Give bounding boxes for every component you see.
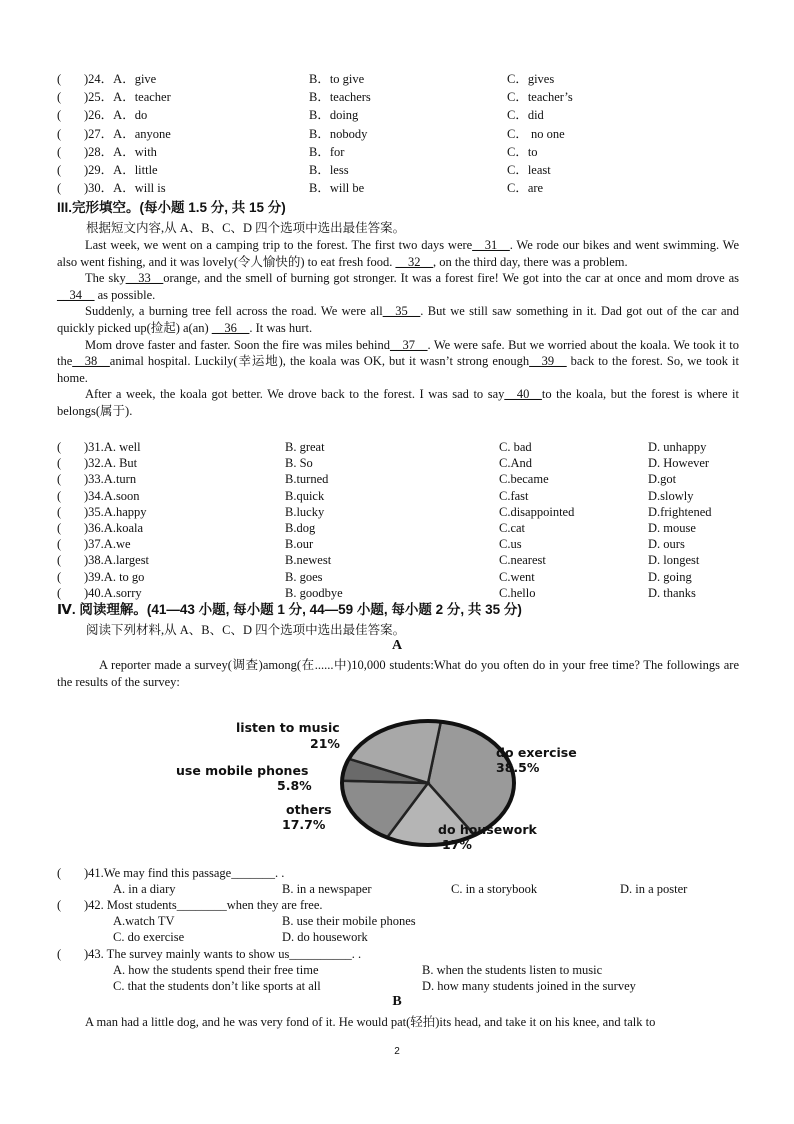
q35-option-b[interactable]: B.lucky — [285, 504, 325, 519]
q43-option-c[interactable]: C. that the students don’t like sports at all — [113, 979, 321, 993]
q39-option-b[interactable]: B. goes — [285, 569, 323, 584]
q40-bracket: ( — [57, 585, 62, 600]
q24-bracket: ( — [57, 72, 62, 86]
q40-option-d[interactable]: D. thanks — [648, 585, 696, 600]
q33-option-c[interactable]: C.became — [499, 472, 549, 487]
q25-option-a[interactable]: )25．A．teacher — [84, 90, 171, 105]
q38-option-d[interactable]: D. longest — [648, 553, 700, 568]
pct-listen-to-music: 21% — [310, 736, 340, 751]
label-do-housework: do housework — [438, 822, 537, 837]
q39-bracket: ( — [57, 569, 62, 584]
label-use-mobile-phones: use mobile phones — [176, 763, 309, 778]
q33-option-a[interactable]: )33.A.turn — [84, 472, 137, 487]
q32-bracket: ( — [57, 456, 62, 471]
q34-option-c[interactable]: C.fast — [499, 488, 529, 503]
q26-option-c[interactable]: C．did — [507, 108, 544, 123]
q28-option-b[interactable]: B．for — [309, 144, 345, 159]
q37-option-a[interactable]: )37.A.we — [84, 537, 131, 552]
q42-stem: )42. Most students________when they are free. — [84, 898, 323, 912]
q30-option-b[interactable]: B．will be — [309, 181, 365, 196]
section-3-instruction: 根据短文内容,从 A、B、C、D 四个选项中选出最佳答案。 — [86, 221, 406, 235]
blank-32: __32__ — [395, 254, 433, 269]
q40-option-c[interactable]: C.hello — [499, 585, 536, 600]
q33-option-d[interactable]: D.got — [648, 472, 677, 487]
q37-option-b[interactable]: B.our — [285, 537, 314, 552]
blank-40: __40__ — [504, 387, 542, 402]
q32-option-c[interactable]: C.And — [499, 456, 532, 471]
blank-36: __36__ — [211, 320, 250, 335]
passage-a-label: A — [391, 638, 403, 653]
q29-option-b[interactable]: B．less — [309, 163, 349, 177]
q31-option-b[interactable]: B. great — [285, 440, 325, 454]
blank-39: __39__ — [529, 354, 567, 369]
q42-option-d[interactable]: D. do housework — [282, 930, 368, 944]
cloze-paragraph-5: After a week, the koala got better. We drove back to the forest. I was sad to say__40__to the koala, but the forest is where it belongs(属于). — [57, 387, 740, 418]
q35-option-c[interactable]: C.disappointed — [499, 504, 575, 519]
q29-option-c[interactable]: C．least — [507, 163, 551, 177]
q41-option-c[interactable]: C. in a storybook — [451, 882, 538, 896]
q24-option-a[interactable]: )24．A．give — [84, 72, 157, 86]
q24-option-c[interactable]: C．gives — [507, 72, 555, 86]
q30-bracket: ( — [57, 181, 62, 196]
q42-option-b[interactable]: B. use their mobile phones — [282, 914, 416, 928]
q36-bracket: ( — [57, 521, 62, 535]
q41-option-d[interactable]: D. in a poster — [620, 882, 688, 896]
q33-bracket: ( — [57, 472, 62, 487]
q36-option-a[interactable]: )36.A.koala — [84, 521, 144, 535]
q26-option-a[interactable]: )26．A．do — [84, 108, 148, 123]
q35-option-a[interactable]: )35.A.happy — [84, 504, 147, 519]
q30-option-a[interactable]: )30．A．will is — [84, 181, 166, 196]
q31-bracket: ( — [57, 440, 62, 454]
label-do-exercise: do exercise — [496, 745, 577, 760]
pct-use-mobile-phones: 5.8% — [277, 778, 312, 793]
q31-option-a[interactable]: )31.A. well — [84, 440, 141, 454]
q37-bracket: ( — [57, 537, 62, 552]
q29-bracket: ( — [57, 163, 62, 177]
cloze-paragraph-3: Suddenly, a burning tree fell across the road. We were all__35__. But we still saw something in it. Dad got out of the car and quickly picked up(捡起) a(an) __36__. It was hurt. — [57, 304, 740, 335]
blank-33: __33__ — [125, 271, 164, 286]
q38-option-c[interactable]: C.nearest — [499, 553, 546, 568]
pct-do-exercise: 38.5% — [496, 760, 540, 775]
q42-option-a[interactable]: A.watch TV — [113, 914, 175, 928]
q41-bracket: ( — [57, 866, 62, 880]
q34-option-d[interactable]: D.slowly — [648, 488, 694, 503]
q36-option-b[interactable]: B.dog — [285, 521, 316, 535]
q27-bracket: ( — [57, 126, 62, 141]
q36-option-d[interactable]: D. mouse — [648, 521, 696, 535]
q41-stem: )41.We may find this passage_______. . — [84, 866, 285, 880]
q29-option-a[interactable]: )29．A．little — [84, 163, 158, 177]
q42-option-c[interactable]: C. do exercise — [113, 930, 185, 944]
q25-bracket: ( — [57, 90, 62, 105]
q39-option-d[interactable]: D. going — [648, 569, 692, 584]
q39-option-c[interactable]: C.went — [499, 569, 535, 584]
q31-option-c[interactable]: C. bad — [499, 440, 532, 454]
q30-option-c[interactable]: C．are — [507, 181, 544, 196]
q27-option-b[interactable]: B．nobody — [309, 126, 368, 141]
q28-bracket: ( — [57, 144, 62, 159]
blank-38: __38__ — [72, 354, 110, 369]
q34-option-a[interactable]: )34.A.soon — [84, 488, 140, 503]
q37-option-d[interactable]: D. ours — [648, 537, 685, 552]
cloze-passage — [57, 237, 739, 420]
q37-option-c[interactable]: C.us — [499, 537, 522, 552]
blank-35: __35__ — [382, 304, 421, 319]
cloze-paragraph-1: Last week, we went on a camping trip to the forest. The first two days were__31__. We rode our bikes and went swimming. We also went fishing, and it was lovely(令人愉快的) to eat fresh food. __32__, on the third day, there was a problem. — [57, 238, 739, 269]
q35-option-d[interactable]: D.frightened — [648, 504, 712, 519]
section-3-title: III.完形填空。(每小题 1.5 分, 共 15 分) — [57, 200, 286, 215]
q27-option-c[interactable]: C． no one — [507, 126, 565, 141]
q38-option-a[interactable]: )38.A.largest — [84, 553, 150, 568]
q43-stem: )43. The survey mainly wants to show us__________. . — [84, 947, 362, 961]
pct-do-housework: 17% — [442, 837, 472, 852]
q26-bracket: ( — [57, 108, 62, 123]
section-4-instruction: 阅读下列材料,从 A、B、C、D 四个选项中选出最佳答案。 — [86, 623, 406, 637]
q43-option-d[interactable]: D. how many students joined in the survey — [422, 979, 636, 993]
blank-34: __34__ — [57, 287, 95, 302]
q32-option-a[interactable]: )32.A. But — [84, 456, 138, 471]
q28-option-a[interactable]: )28．A．with — [84, 144, 157, 159]
cloze-paragraph-2: The sky__33__orange, and the smell of burning got stronger. It was a forest fire! We got into the car at once and mom drove as __34__ as possible. — [57, 271, 739, 302]
q36-option-c[interactable]: C.cat — [499, 521, 526, 535]
q42-bracket: ( — [57, 898, 62, 912]
passage-b-text: A man had a little dog, and he was very fond of it. He would pat(轻拍)its head, and take it on his knee, and talk to — [85, 1015, 656, 1029]
page-number: 2 — [394, 1046, 400, 1057]
q32-option-b[interactable]: B. So — [285, 456, 313, 471]
q35-bracket: ( — [57, 504, 62, 519]
passage-a-text: A reporter made a survey(调查)among(在......中)10,000 students:What do you often do in your free time? The followings are the results of the survey: — [57, 658, 739, 689]
q34-bracket: ( — [57, 488, 62, 503]
q31-option-d[interactable]: D. unhappy — [648, 440, 707, 454]
q41-option-b[interactable]: B. in a newspaper — [282, 882, 372, 896]
q32-option-d[interactable]: D. However — [648, 456, 710, 471]
q34-option-b[interactable]: B.quick — [285, 488, 325, 503]
label-listen-to-music: listen to music — [236, 720, 340, 735]
q40-option-a[interactable]: )40.A.sorry — [84, 585, 142, 600]
q40-option-b[interactable]: B. goodbye — [285, 585, 343, 600]
q43-option-b[interactable]: B. when the students listen to music — [422, 963, 603, 977]
q43-bracket: ( — [57, 947, 62, 961]
blank-37: __37__ — [390, 337, 428, 352]
q43-option-a[interactable]: A. how the students spend their free time — [113, 963, 319, 977]
q39-option-a[interactable]: )39.A. to go — [84, 569, 145, 584]
survey-pie-chart — [170, 712, 650, 862]
q41-option-a[interactable]: A. in a diary — [113, 882, 176, 896]
label-others: others — [286, 802, 332, 817]
q25-option-b[interactable]: B．teachers — [309, 90, 371, 105]
cloze-paragraph-4: Mom drove faster and faster. Soon the fire was miles behind__37__. We were safe. But we worried about the koala. We took it to the__38__animal hospital. Luckily(幸运地), the koala was OK, but it wasn’t strong enough__39__ back to the forest. So, we took it home. — [57, 337, 740, 385]
q24-option-b[interactable]: B．to give — [309, 72, 365, 86]
q38-option-b[interactable]: B.newest — [285, 553, 332, 568]
passage-b-label: B — [392, 994, 402, 1009]
q28-option-c[interactable]: C．to — [507, 144, 538, 159]
q26-option-b[interactable]: B．doing — [309, 108, 359, 123]
q38-bracket: ( — [57, 553, 62, 568]
pct-others: 17.7% — [282, 817, 326, 832]
section-4-title: Ⅳ. 阅读理解。(41—43 小题, 每小题 1 分, 44—59 小题, 每小题 2 分, 共 35 分) — [57, 602, 522, 617]
q27-option-a[interactable]: )27．A．anyone — [84, 126, 171, 141]
q33-option-b[interactable]: B.turned — [285, 472, 329, 487]
blank-31: __31__ — [472, 238, 510, 252]
q25-option-c[interactable]: C．teacher’s — [507, 90, 573, 105]
